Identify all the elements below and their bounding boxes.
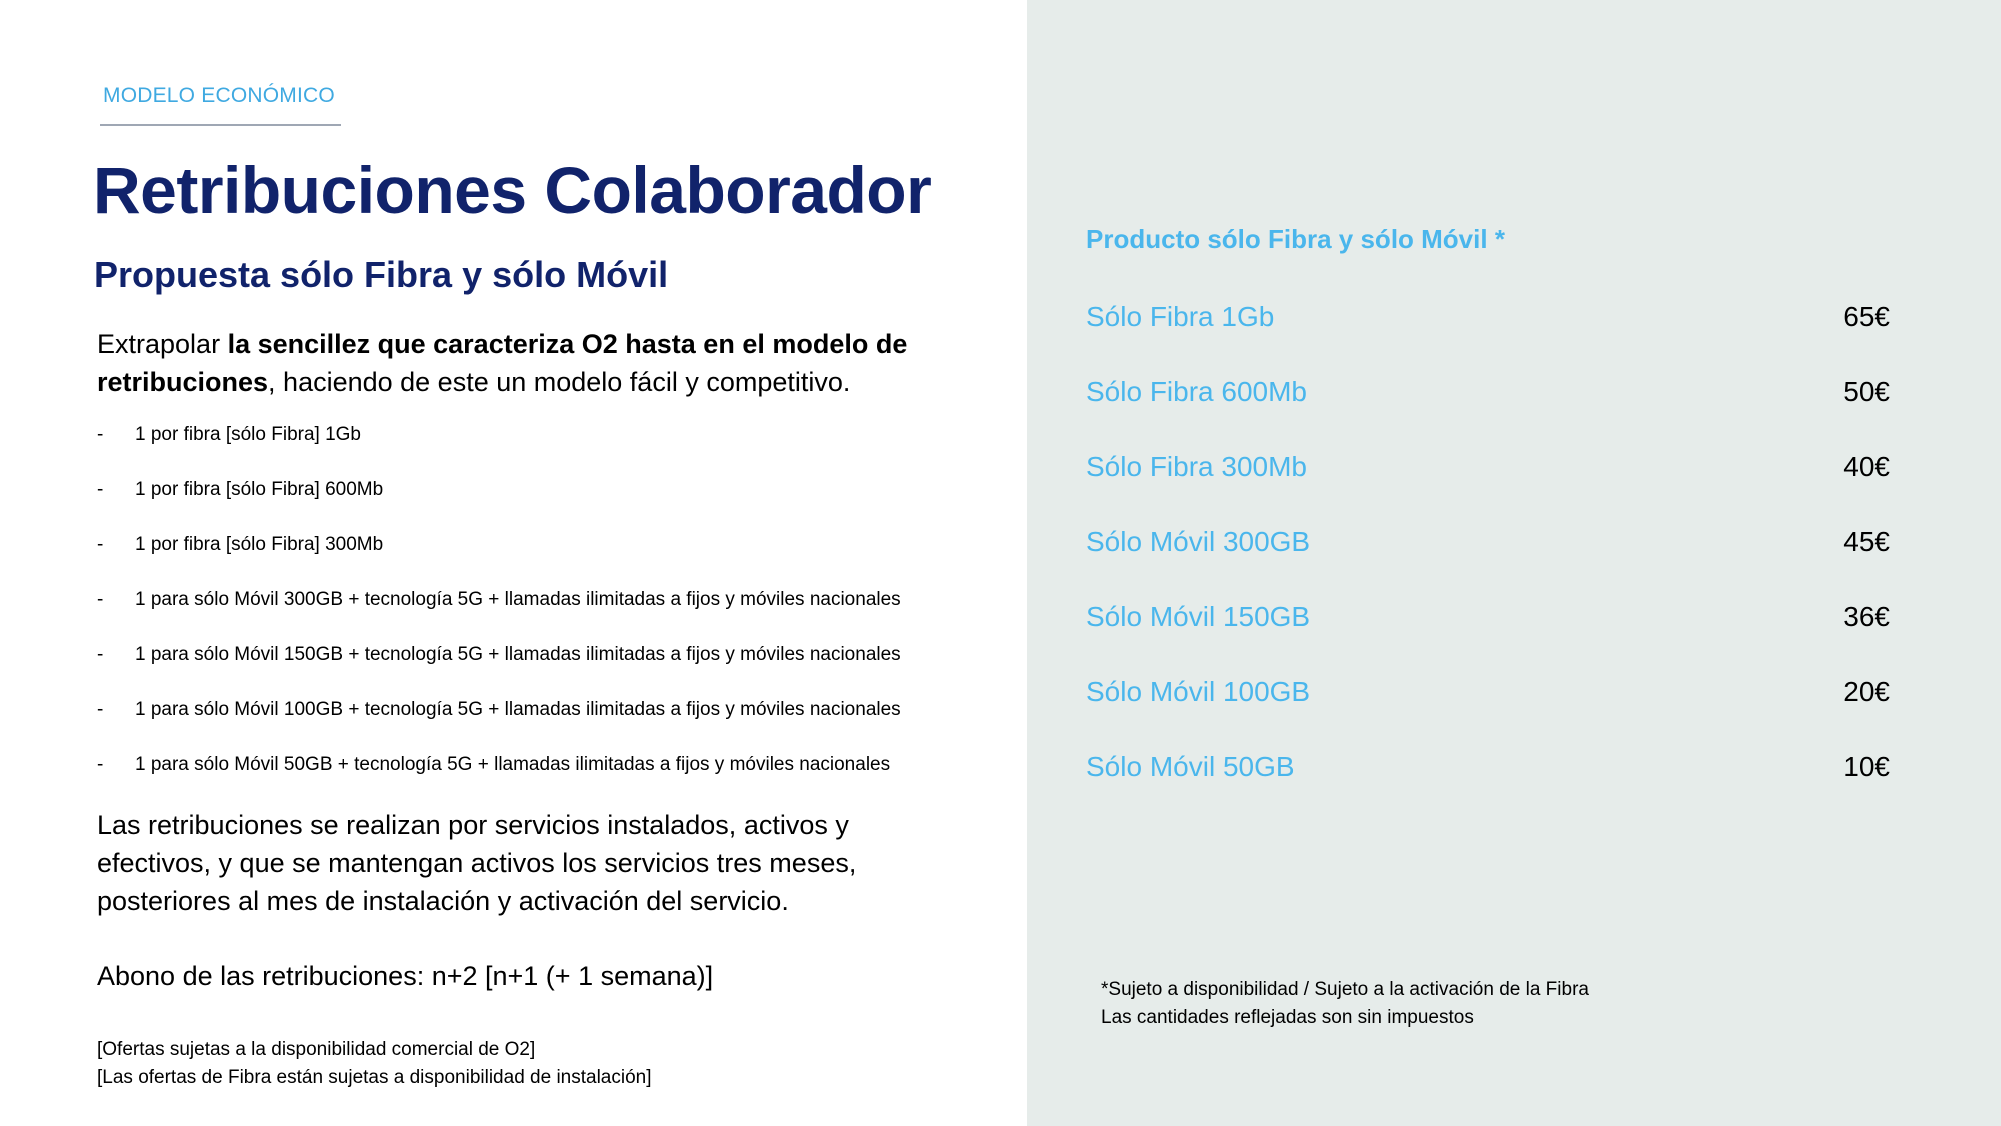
bullet-dash: - bbox=[97, 644, 104, 665]
product-price: 50€ bbox=[1843, 376, 1890, 407]
availability-footnote: *Sujeto a disponibilidad / Sujeto a la activación de la Fibra bbox=[1101, 979, 1589, 1000]
product-price: 45€ bbox=[1843, 526, 1890, 557]
bullet-dash: - bbox=[97, 424, 104, 445]
product-price: 36€ bbox=[1843, 601, 1890, 632]
bullet-text: 1 para sólo Móvil 150GB + tecnología 5G + llamadas ilimitadas a fijos y móviles nacionales bbox=[135, 644, 901, 665]
bullet-dash: - bbox=[97, 479, 104, 500]
installation-note: [Las ofertas de Fibra están sujetas a disponibilidad de instalación] bbox=[97, 1067, 652, 1088]
product-name: Sólo Móvil 150GB bbox=[1086, 601, 1311, 632]
intro-suffix: , haciendo de este un modelo fácil y competitivo. bbox=[268, 367, 851, 397]
bullet-dash: - bbox=[97, 754, 104, 775]
bullet-dash: - bbox=[97, 589, 104, 610]
product-price: 20€ bbox=[1843, 676, 1890, 707]
tax-footnote: Las cantidades reflejadas son sin impuestos bbox=[1101, 1007, 1474, 1028]
bullet-text: 1 para sólo Móvil 100GB + tecnología 5G + llamadas ilimitadas a fijos y móviles nacionales bbox=[135, 699, 901, 720]
bullet-dash: - bbox=[97, 534, 104, 555]
bullet-item bbox=[97, 644, 901, 666]
product-name: Sólo Móvil 100GB bbox=[1086, 676, 1311, 707]
bullet-text: 1 por fibra [sólo Fibra] 1Gb bbox=[135, 424, 361, 445]
page-subtitle: Propuesta sólo Fibra y sólo Móvil bbox=[94, 254, 669, 295]
bullet-item bbox=[97, 534, 383, 556]
intro-prefix: Extrapolar bbox=[97, 329, 228, 359]
page-title: Retribuciones Colaborador bbox=[93, 153, 932, 227]
bullet-text: 1 por fibra [sólo Fibra] 600Mb bbox=[135, 479, 384, 500]
bullet-item bbox=[97, 479, 383, 501]
products-header: Producto sólo Fibra y sólo Móvil * bbox=[1086, 224, 1505, 254]
product-name: Sólo Móvil 300GB bbox=[1086, 526, 1311, 557]
bullet-dash: - bbox=[97, 699, 104, 720]
bullet-item bbox=[97, 754, 890, 776]
section-label: MODELO ECONÓMICO bbox=[103, 84, 335, 107]
conditions-paragraph: Las retribuciones se realizan por servicios instalados, activos y efectivos, y que se mantengan activos los servicios tres meses, posteriores al mes de instalación y activación del servicio. bbox=[97, 810, 857, 916]
payment-terms: Abono de las retribuciones: n+2 [n+1 (+ 1 semana)] bbox=[97, 961, 714, 991]
intro-bold: la sencillez que caracteriza O2 hasta en el modelo de retribuciones bbox=[97, 329, 908, 397]
bullet-text: 1 para sólo Móvil 50GB + tecnología 5G + llamadas ilimitadas a fijos y móviles nacionales bbox=[135, 754, 891, 775]
product-price: 40€ bbox=[1843, 451, 1890, 482]
availability-note: [Ofertas sujetas a la disponibilidad comercial de O2] bbox=[97, 1039, 536, 1060]
product-price: 65€ bbox=[1843, 301, 1890, 332]
product-price: 10€ bbox=[1843, 751, 1890, 782]
product-name: Sólo Fibra 300Mb bbox=[1086, 451, 1308, 482]
product-name: Sólo Fibra 1Gb bbox=[1086, 301, 1275, 332]
product-name: Sólo Fibra 600Mb bbox=[1086, 376, 1308, 407]
bullet-text: 1 para sólo Móvil 300GB + tecnología 5G + llamadas ilimitadas a fijos y móviles nacionales bbox=[135, 589, 901, 610]
product-name: Sólo Móvil 50GB bbox=[1086, 751, 1295, 782]
bullet-item bbox=[97, 699, 901, 721]
bullet-item bbox=[97, 424, 361, 446]
bullet-item bbox=[97, 589, 901, 611]
bullet-text: 1 por fibra [sólo Fibra] 300Mb bbox=[135, 534, 384, 555]
section-underline bbox=[100, 124, 341, 126]
intro-paragraph bbox=[97, 325, 957, 401]
right-panel bbox=[1027, 0, 2001, 1126]
